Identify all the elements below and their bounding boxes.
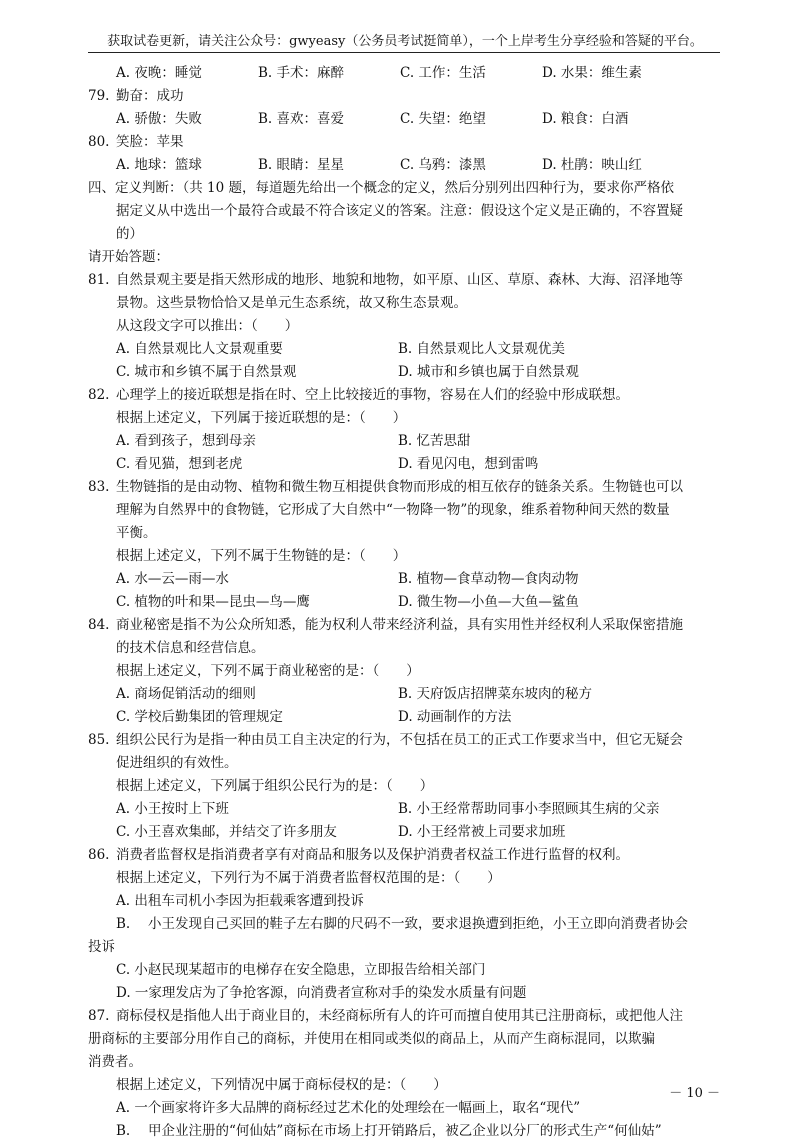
option-b: B. 甲企业注册的“何仙姑”商标在市场上打开销路后，被乙企业以分厂的形式生产“何仙姑” bbox=[116, 1123, 662, 1139]
option-a: A. 骄傲：失败 bbox=[116, 111, 202, 127]
q86-stem bbox=[88, 844, 724, 867]
question-text-continued: 消费者。 bbox=[88, 1054, 142, 1070]
q85-stem bbox=[88, 729, 724, 752]
option-c: C. 植物的叶和果—昆虫—鸟—鹰 bbox=[116, 594, 310, 610]
q87-stem bbox=[88, 1005, 724, 1028]
option-a: A. 水—云—雨—水 bbox=[116, 571, 229, 587]
q84-options bbox=[88, 683, 724, 729]
option-d: D. 城市和乡镇也属于自然景观 bbox=[398, 364, 579, 380]
option-d: D. 小王经常被上司要求加班 bbox=[398, 824, 566, 840]
option-c: C. 看见猫，想到老虎 bbox=[116, 456, 243, 472]
question-text: 笑脸：苹果 bbox=[116, 134, 184, 150]
question-text-continued: 册商标的主要部分用作自己的商标，并使用在相同或类似的商品上，从而产生商标混同，以欺骗 bbox=[88, 1031, 655, 1047]
question-text: 生物链指的是由动物、植物和微生物互相提供食物而形成的相互依存的链条关系。生物链也可以 bbox=[116, 479, 683, 495]
question-text: 自然景观主要是指天然形成的地形、地貌和地物，如平原、山区、草原、森林、大海、沼泽地等 bbox=[116, 272, 683, 288]
question-text-continued: 景物。这些景物恰恰又是单元生态系统，故又称生态景观。 bbox=[116, 295, 467, 311]
q79-options bbox=[88, 108, 724, 131]
question-number: 80. bbox=[88, 134, 110, 150]
question-number: 87. bbox=[88, 1008, 110, 1024]
option-b-continued: 投诉 bbox=[88, 939, 115, 955]
question-text-continued: 理解为自然界中的食物链，它形成了大自然中“一物降一物”的现象，维系着物种间天然的数量 bbox=[116, 502, 670, 518]
question-text: 商业秘密是指不为公众所知悉，能为权利人带来经济利益，具有实用性并经权利人采取保密措施 bbox=[116, 617, 683, 633]
question-text: 商标侵权是指他人出于商业目的，未经商标所有人的许可而擅自使用其已注册商标，或把他人注 bbox=[116, 1008, 683, 1024]
question-prompt: 根据上述定义，下列情况中属于商标侵权的是：（ ） bbox=[116, 1077, 447, 1093]
q81-options bbox=[88, 338, 724, 384]
question-number: 82. bbox=[88, 387, 110, 403]
q79-stem bbox=[88, 85, 724, 108]
option-d: D. 动画制作的方法 bbox=[398, 709, 512, 725]
option-b: B. 喜欢：喜爱 bbox=[258, 111, 345, 127]
q81-stem bbox=[88, 269, 724, 292]
option-d: D. 微生物—小鱼—大鱼—鲨鱼 bbox=[398, 594, 579, 610]
exam-content bbox=[88, 62, 724, 1143]
question-text-continued: 促进组织的有效性。 bbox=[116, 755, 238, 771]
option-a: A. 小王按时上下班 bbox=[116, 801, 229, 817]
question-number: 79. bbox=[88, 88, 110, 104]
question-number: 85. bbox=[88, 732, 110, 748]
q83-options bbox=[88, 568, 724, 614]
question-number: 81. bbox=[88, 272, 110, 288]
option-b: B. 自然景观比人文景观优美 bbox=[398, 341, 566, 357]
option-d: D. 看见闪电，想到雷鸣 bbox=[398, 456, 539, 472]
option-a: A. 一个画家将许多大品牌的商标经过艺术化的处理绘在一幅画上，取名“现代” bbox=[116, 1100, 581, 1116]
option-c: C. 失望：绝望 bbox=[400, 111, 486, 127]
q83-stem bbox=[88, 476, 724, 499]
option-c: C. 学校后勤集团的管理规定 bbox=[116, 709, 283, 725]
option-b: B. 植物—食草动物—食肉动物 bbox=[398, 571, 579, 587]
question-number: 86. bbox=[88, 847, 110, 863]
option-b: B. 小王发现自己买回的鞋子左右脚的尺码不一致，要求退换遭到拒绝，小王立即向消费者协会 bbox=[116, 916, 689, 932]
option-b: B. 眼睛：星星 bbox=[258, 157, 345, 173]
question-text: 心理学上的接近联想是指在时、空上比较接近的事物，容易在人们的经验中形成联想。 bbox=[116, 387, 629, 403]
question-text-continued: 的技术信息和经营信息。 bbox=[116, 640, 265, 656]
question-text-continued: 平衡。 bbox=[116, 525, 157, 541]
q82-options bbox=[88, 430, 724, 476]
section-instructions-line-3: 的） bbox=[116, 226, 143, 242]
question-prompt: 根据上述定义，下列不属于商业秘密的是：（ ） bbox=[116, 663, 420, 679]
option-c: C. 乌鸦：漆黑 bbox=[400, 157, 486, 173]
q84-stem bbox=[88, 614, 724, 637]
option-c: C. 小赵民现某超市的电梯存在安全隐患，立即报告给相关部门 bbox=[116, 962, 486, 978]
option-b: B. 手术：麻醉 bbox=[258, 65, 345, 81]
option-b: B. 天府饭店招牌菜东坡肉的秘方 bbox=[398, 686, 593, 702]
option-c: C. 工作：生活 bbox=[400, 65, 486, 81]
question-prompt: 根据上述定义，下列属于组织公民行为的是：（ ） bbox=[116, 778, 434, 794]
option-d: D. 粮食：白酒 bbox=[542, 111, 629, 127]
option-d: D. 一家理发店为了争抢客源，向消费者宣称对手的染发水质量有问题 bbox=[116, 985, 527, 1001]
start-answering-label: 请开始答题： bbox=[88, 249, 169, 265]
option-a: A. 看到孩子，想到母亲 bbox=[116, 433, 256, 449]
question-text: 勤奋：成功 bbox=[116, 88, 184, 104]
question-text: 组织公民行为是指一种由员工自主决定的行为，不包括在员工的正式工作要求当中，但它无疑会 bbox=[116, 732, 683, 748]
option-c: C. 小王喜欢集邮，并结交了许多朋友 bbox=[116, 824, 337, 840]
q82-stem bbox=[88, 384, 724, 407]
q85-options bbox=[88, 798, 724, 844]
option-a: A. 夜晚：睡觉 bbox=[116, 65, 202, 81]
question-number: 84. bbox=[88, 617, 110, 633]
question-text: 消费者监督权是指消费者享有对商品和服务以及保护消费者权益工作进行监督的权利。 bbox=[116, 847, 629, 863]
option-c: C. 城市和乡镇不属于自然景观 bbox=[116, 364, 297, 380]
q78-options bbox=[88, 62, 724, 85]
option-d: D. 杜鹃：映山红 bbox=[542, 157, 642, 173]
option-a: A. 地球：篮球 bbox=[116, 157, 202, 173]
q80-options bbox=[88, 154, 724, 177]
option-b: B. 忆苦思甜 bbox=[398, 433, 471, 449]
question-number: 83. bbox=[88, 479, 110, 495]
option-d: D. 水果：维生素 bbox=[542, 65, 642, 81]
q80-stem bbox=[88, 131, 724, 154]
question-prompt: 从这段文字可以推出：（ ） bbox=[116, 318, 299, 334]
question-prompt: 根据上述定义，下列属于接近联想的是：（ ） bbox=[116, 410, 407, 426]
page-header: 获取试卷更新，请关注公众号：gwyeasy（公务员考试挺简单），一个上岸考生分享经验和答疑的平台。 bbox=[107, 34, 703, 49]
option-a: A. 出租车司机小李因为拒载乘客遭到投诉 bbox=[116, 893, 364, 909]
option-a: A. 商场促销活动的细则 bbox=[116, 686, 256, 702]
page-number: － 10 － bbox=[669, 1086, 720, 1101]
section-instructions-line-1: 四、定义判断：（共 10 题，每道题先给出一个概念的定义，然后分别列出四种行为，要求你严格依 bbox=[88, 180, 675, 196]
question-prompt: 根据上述定义，下列不属于生物链的是：（ ） bbox=[116, 548, 407, 564]
question-prompt: 根据上述定义，下列行为不属于消费者监督权范围的是：（ ） bbox=[116, 870, 501, 886]
option-a: A. 自然景观比人文景观重要 bbox=[116, 341, 283, 357]
option-b: B. 小王经常帮助同事小李照顾其生病的父亲 bbox=[398, 801, 660, 817]
header-divider bbox=[88, 52, 720, 53]
section-instructions-line-2: 据定义从中选出一个最符合或最不符合该定义的答案。注意：假设这个定义是正确的，不容置疑 bbox=[116, 203, 683, 219]
